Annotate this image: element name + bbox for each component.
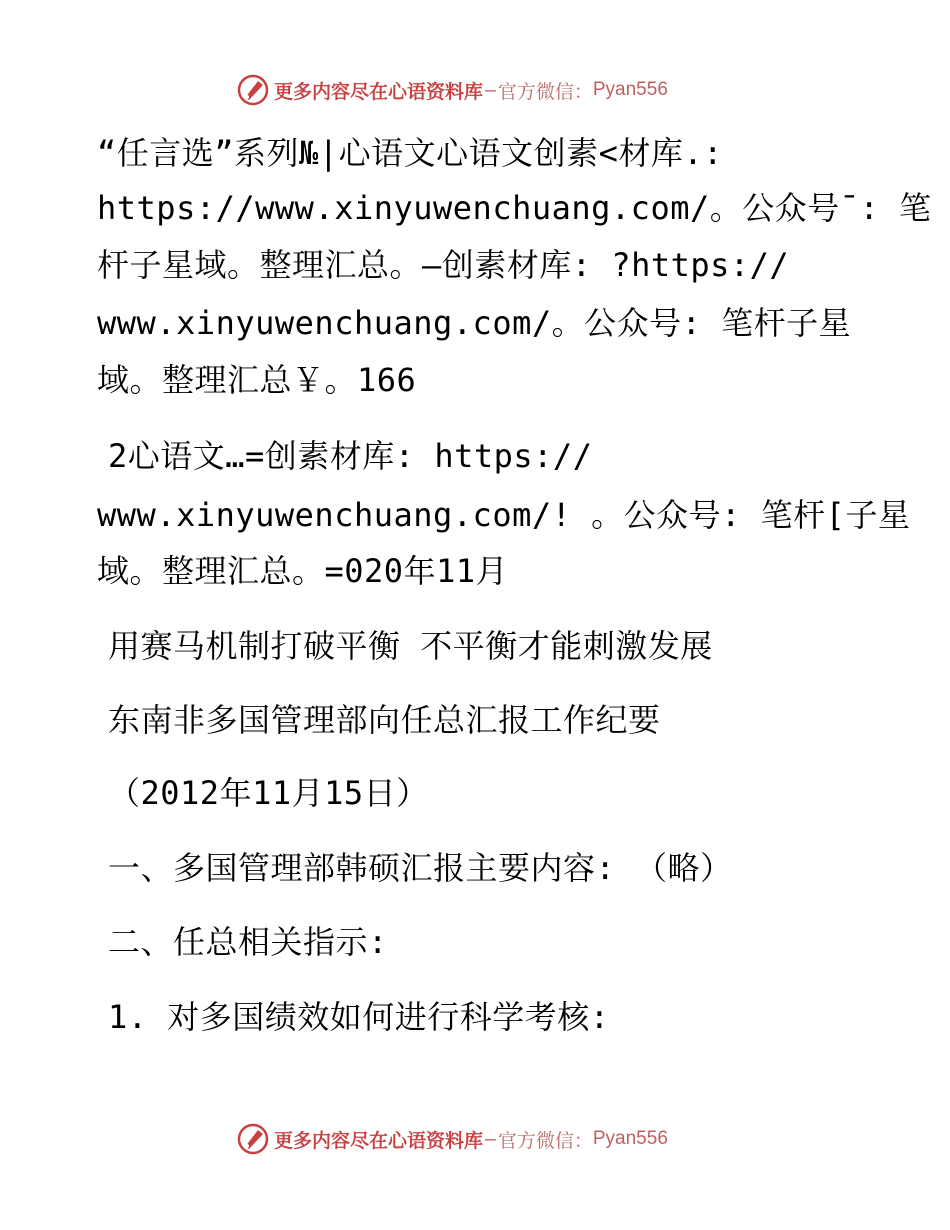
banner-wechat-label: 官方微信： [497,1129,593,1152]
header-banner [236,72,756,108]
banner-wechat-label: 官方微信： [497,80,593,103]
pen-nib-logo-icon [236,1122,270,1156]
footer-banner [236,1121,756,1157]
text-line-1: “任言选”系列№|心语文心语文创素<材库.: [97,134,723,172]
banner-wechat-id: Pyan556 [592,79,668,100]
article-title: 用赛马机制打破平衡 不平衡才能刺激发展 [108,627,713,665]
text-line-6: 2心语文…=创素材库: https:// [108,437,593,475]
banner-dash: — [485,79,496,101]
text-line-5: 域。整理汇总￥。166 [97,361,417,399]
banner-wechat-id: Pyan556 [592,1128,668,1149]
text-line-4: www.xinyuwenchuang.com/。公众号: 笔杆子星 [97,304,852,342]
item-one-heading: 1. 对多国绩效如何进行科学考核: [108,998,610,1036]
article-date: （2012年11月15日） [108,774,429,812]
banner-dash: — [485,1128,496,1150]
text-line-2: https://www.xinyuwenchuang.com/。公众号¯: 笔 [97,189,932,227]
banner-text: 更多内容尽在心语资料库 [274,1129,484,1152]
article-subtitle: 东南非多国管理部向任总汇报工作纪要 [108,701,661,739]
pen-nib-logo-icon [236,73,270,107]
text-line-7: www.xinyuwenchuang.com/! 。公众号: 笔杆[子星 [97,496,911,534]
text-line-8: 域。整理汇总。=020年11月 [97,552,509,590]
section-one-heading: 一、多国管理部韩硕汇报主要内容: （略） [108,849,733,887]
section-two-heading: 二、任总相关指示: [108,923,388,961]
text-line-3: 杆子星域。整理汇总。—创素材库: ?https:// [97,246,790,284]
banner-text: 更多内容尽在心语资料库 [274,80,484,103]
